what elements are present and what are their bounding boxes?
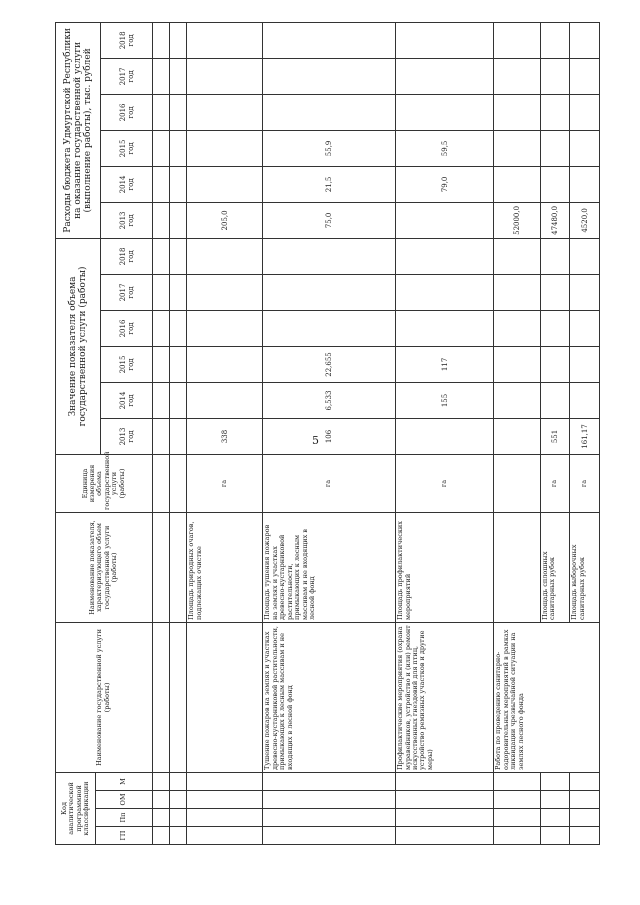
expense-cell bbox=[494, 166, 541, 202]
header-volume-group: Значение показателя объема государственной услуги (работы) bbox=[56, 238, 101, 454]
expense-year-2013: 2013 год bbox=[101, 202, 153, 238]
header-code-m: М bbox=[96, 772, 152, 790]
volume-cell: 106 bbox=[263, 418, 396, 454]
expense-cell bbox=[570, 166, 600, 202]
expense-cell bbox=[570, 22, 600, 58]
volume-cell bbox=[540, 346, 569, 382]
service-cell: Профилактические мероприятия (охрана муравейников, устройство и (или) ремонт искусственных гнездовий для птиц, устройство ремизных участков и другие меры) bbox=[396, 622, 494, 772]
header-unit: Единица измерения объема государственной услуги (работы) bbox=[56, 454, 153, 512]
volume-cell bbox=[540, 310, 569, 346]
expense-cell: 55,9 bbox=[263, 130, 396, 166]
expense-cell bbox=[494, 94, 541, 130]
unit-cell: га bbox=[570, 454, 600, 512]
volume-cell bbox=[187, 310, 263, 346]
volume-cell bbox=[187, 382, 263, 418]
table-row-blank bbox=[152, 22, 169, 844]
volume-cell bbox=[540, 382, 569, 418]
volume-cell bbox=[494, 346, 541, 382]
header-indicator-name: Наименование показателя, характеризующего объем государственной услуги (работы) bbox=[56, 512, 153, 622]
expense-cell bbox=[263, 22, 396, 58]
expense-cell: 21,5 bbox=[263, 166, 396, 202]
expense-cell bbox=[187, 94, 263, 130]
services-table bbox=[55, 22, 600, 845]
volume-cell bbox=[263, 310, 396, 346]
indicator-cell: Площадь тушения пожаров на землях и участках древесно-кустарниковой растительности, примыкающих к лесным массивам и не входящих в лесной фонд bbox=[263, 512, 396, 622]
volume-cell bbox=[396, 418, 494, 454]
expense-cell: 4520,0 bbox=[570, 202, 600, 238]
volume-cell bbox=[570, 238, 600, 274]
indicator-cell: Площадь выборочных санитарных рубок bbox=[570, 512, 600, 622]
volume-year-2016: 2016 год bbox=[101, 310, 153, 346]
expense-cell bbox=[494, 130, 541, 166]
volume-cell: 551 bbox=[540, 418, 569, 454]
volume-year-2015: 2015 год bbox=[101, 346, 153, 382]
volume-cell bbox=[494, 418, 541, 454]
expense-year-2017: 2017 год bbox=[101, 58, 153, 94]
unit-cell bbox=[494, 454, 541, 512]
unit-cell: га bbox=[540, 454, 569, 512]
volume-cell bbox=[570, 346, 600, 382]
expense-cell bbox=[263, 58, 396, 94]
header-code-om: ОМ bbox=[96, 791, 152, 809]
volume-cell bbox=[263, 238, 396, 274]
volume-cell bbox=[396, 238, 494, 274]
header-code-gp: ГП bbox=[96, 827, 152, 845]
indicator-cell: Площадь природных очагов, подлежащих очистке bbox=[187, 512, 263, 622]
expense-cell bbox=[187, 58, 263, 94]
page-number: 5 bbox=[312, 434, 319, 447]
volume-year-2013: 2013 год bbox=[101, 418, 153, 454]
service-cell bbox=[187, 622, 263, 772]
expense-cell bbox=[570, 58, 600, 94]
indicator-cell bbox=[494, 512, 541, 622]
expense-cell bbox=[187, 22, 263, 58]
volume-cell: 22,655 bbox=[263, 346, 396, 382]
volume-cell bbox=[263, 274, 396, 310]
expense-cell bbox=[540, 130, 569, 166]
volume-cell: 6,533 bbox=[263, 382, 396, 418]
table-row bbox=[187, 22, 263, 844]
volume-cell bbox=[187, 274, 263, 310]
volume-cell bbox=[494, 310, 541, 346]
header-service-name: Наименование государственной услуги (работы) bbox=[56, 622, 153, 772]
expense-cell bbox=[396, 202, 494, 238]
expense-cell: 47480,0 bbox=[540, 202, 569, 238]
volume-year-2017: 2017 год bbox=[101, 274, 153, 310]
expense-cell bbox=[494, 22, 541, 58]
expense-cell bbox=[540, 94, 569, 130]
expense-cell bbox=[396, 58, 494, 94]
expense-cell bbox=[570, 94, 600, 130]
expense-cell bbox=[187, 130, 263, 166]
expense-cell bbox=[396, 22, 494, 58]
indicator-cell: Площадь профилактических мероприятий bbox=[396, 512, 494, 622]
header-code-pp: Пп bbox=[96, 809, 152, 827]
table-row-blank bbox=[170, 22, 187, 844]
expense-cell bbox=[540, 22, 569, 58]
volume-year-2014: 2014 год bbox=[101, 382, 153, 418]
volume-cell bbox=[396, 274, 494, 310]
volume-cell bbox=[570, 310, 600, 346]
service-cell: Работа по проведению санитарно-оздоровительных мероприятий в рамках ликвидации чрезвычайной ситуации на землях лесного фонда bbox=[494, 622, 600, 772]
expense-year-2014: 2014 год bbox=[101, 166, 153, 202]
volume-cell: 117 bbox=[396, 346, 494, 382]
expense-cell bbox=[396, 94, 494, 130]
volume-cell bbox=[570, 274, 600, 310]
table-row bbox=[263, 22, 396, 844]
unit-cell: га bbox=[396, 454, 494, 512]
expense-cell bbox=[263, 94, 396, 130]
expense-cell: 205,0 bbox=[187, 202, 263, 238]
rotated-table-container bbox=[55, 25, 600, 845]
volume-cell bbox=[494, 274, 541, 310]
indicator-cell: Площадь сплошных санитарных рубок bbox=[540, 512, 569, 622]
expense-year-2018: 2018 год bbox=[101, 22, 153, 58]
table-row bbox=[396, 22, 494, 844]
expense-cell bbox=[540, 166, 569, 202]
expense-cell bbox=[570, 130, 600, 166]
expense-cell: 79,0 bbox=[396, 166, 494, 202]
header-code-group: Код аналитической программной классификации bbox=[56, 772, 96, 844]
volume-cell: 155 bbox=[396, 382, 494, 418]
volume-cell bbox=[494, 238, 541, 274]
volume-year-2018: 2018 год bbox=[101, 238, 153, 274]
header-expense-group: Расходы бюджета Удмуртской Республики на оказание государственной услуги (выполнение работы), тыс. рублей bbox=[56, 22, 101, 238]
expense-cell: 75,0 bbox=[263, 202, 396, 238]
expense-cell: 52000,0 bbox=[494, 202, 541, 238]
volume-cell bbox=[396, 310, 494, 346]
expense-year-2015: 2015 год bbox=[101, 130, 153, 166]
volume-cell bbox=[494, 382, 541, 418]
unit-cell: га bbox=[263, 454, 396, 512]
volume-cell bbox=[540, 238, 569, 274]
unit-cell: га bbox=[187, 454, 263, 512]
volume-cell bbox=[540, 274, 569, 310]
expense-cell bbox=[540, 58, 569, 94]
expense-cell bbox=[187, 166, 263, 202]
volume-cell bbox=[187, 238, 263, 274]
table-row bbox=[494, 22, 541, 844]
expense-year-2016: 2016 год bbox=[101, 94, 153, 130]
header-row-1 bbox=[56, 22, 96, 844]
volume-cell: 338 bbox=[187, 418, 263, 454]
volume-cell bbox=[187, 346, 263, 382]
expense-cell: 59,5 bbox=[396, 130, 494, 166]
volume-cell: 161,17 bbox=[570, 418, 600, 454]
expense-cell bbox=[494, 58, 541, 94]
service-cell: Тушение пожаров на землях и участках древесно-кустарниковой растительности, примыкающих к лесным массивам и не входящих в лесной фонд bbox=[263, 622, 396, 772]
volume-cell bbox=[570, 382, 600, 418]
